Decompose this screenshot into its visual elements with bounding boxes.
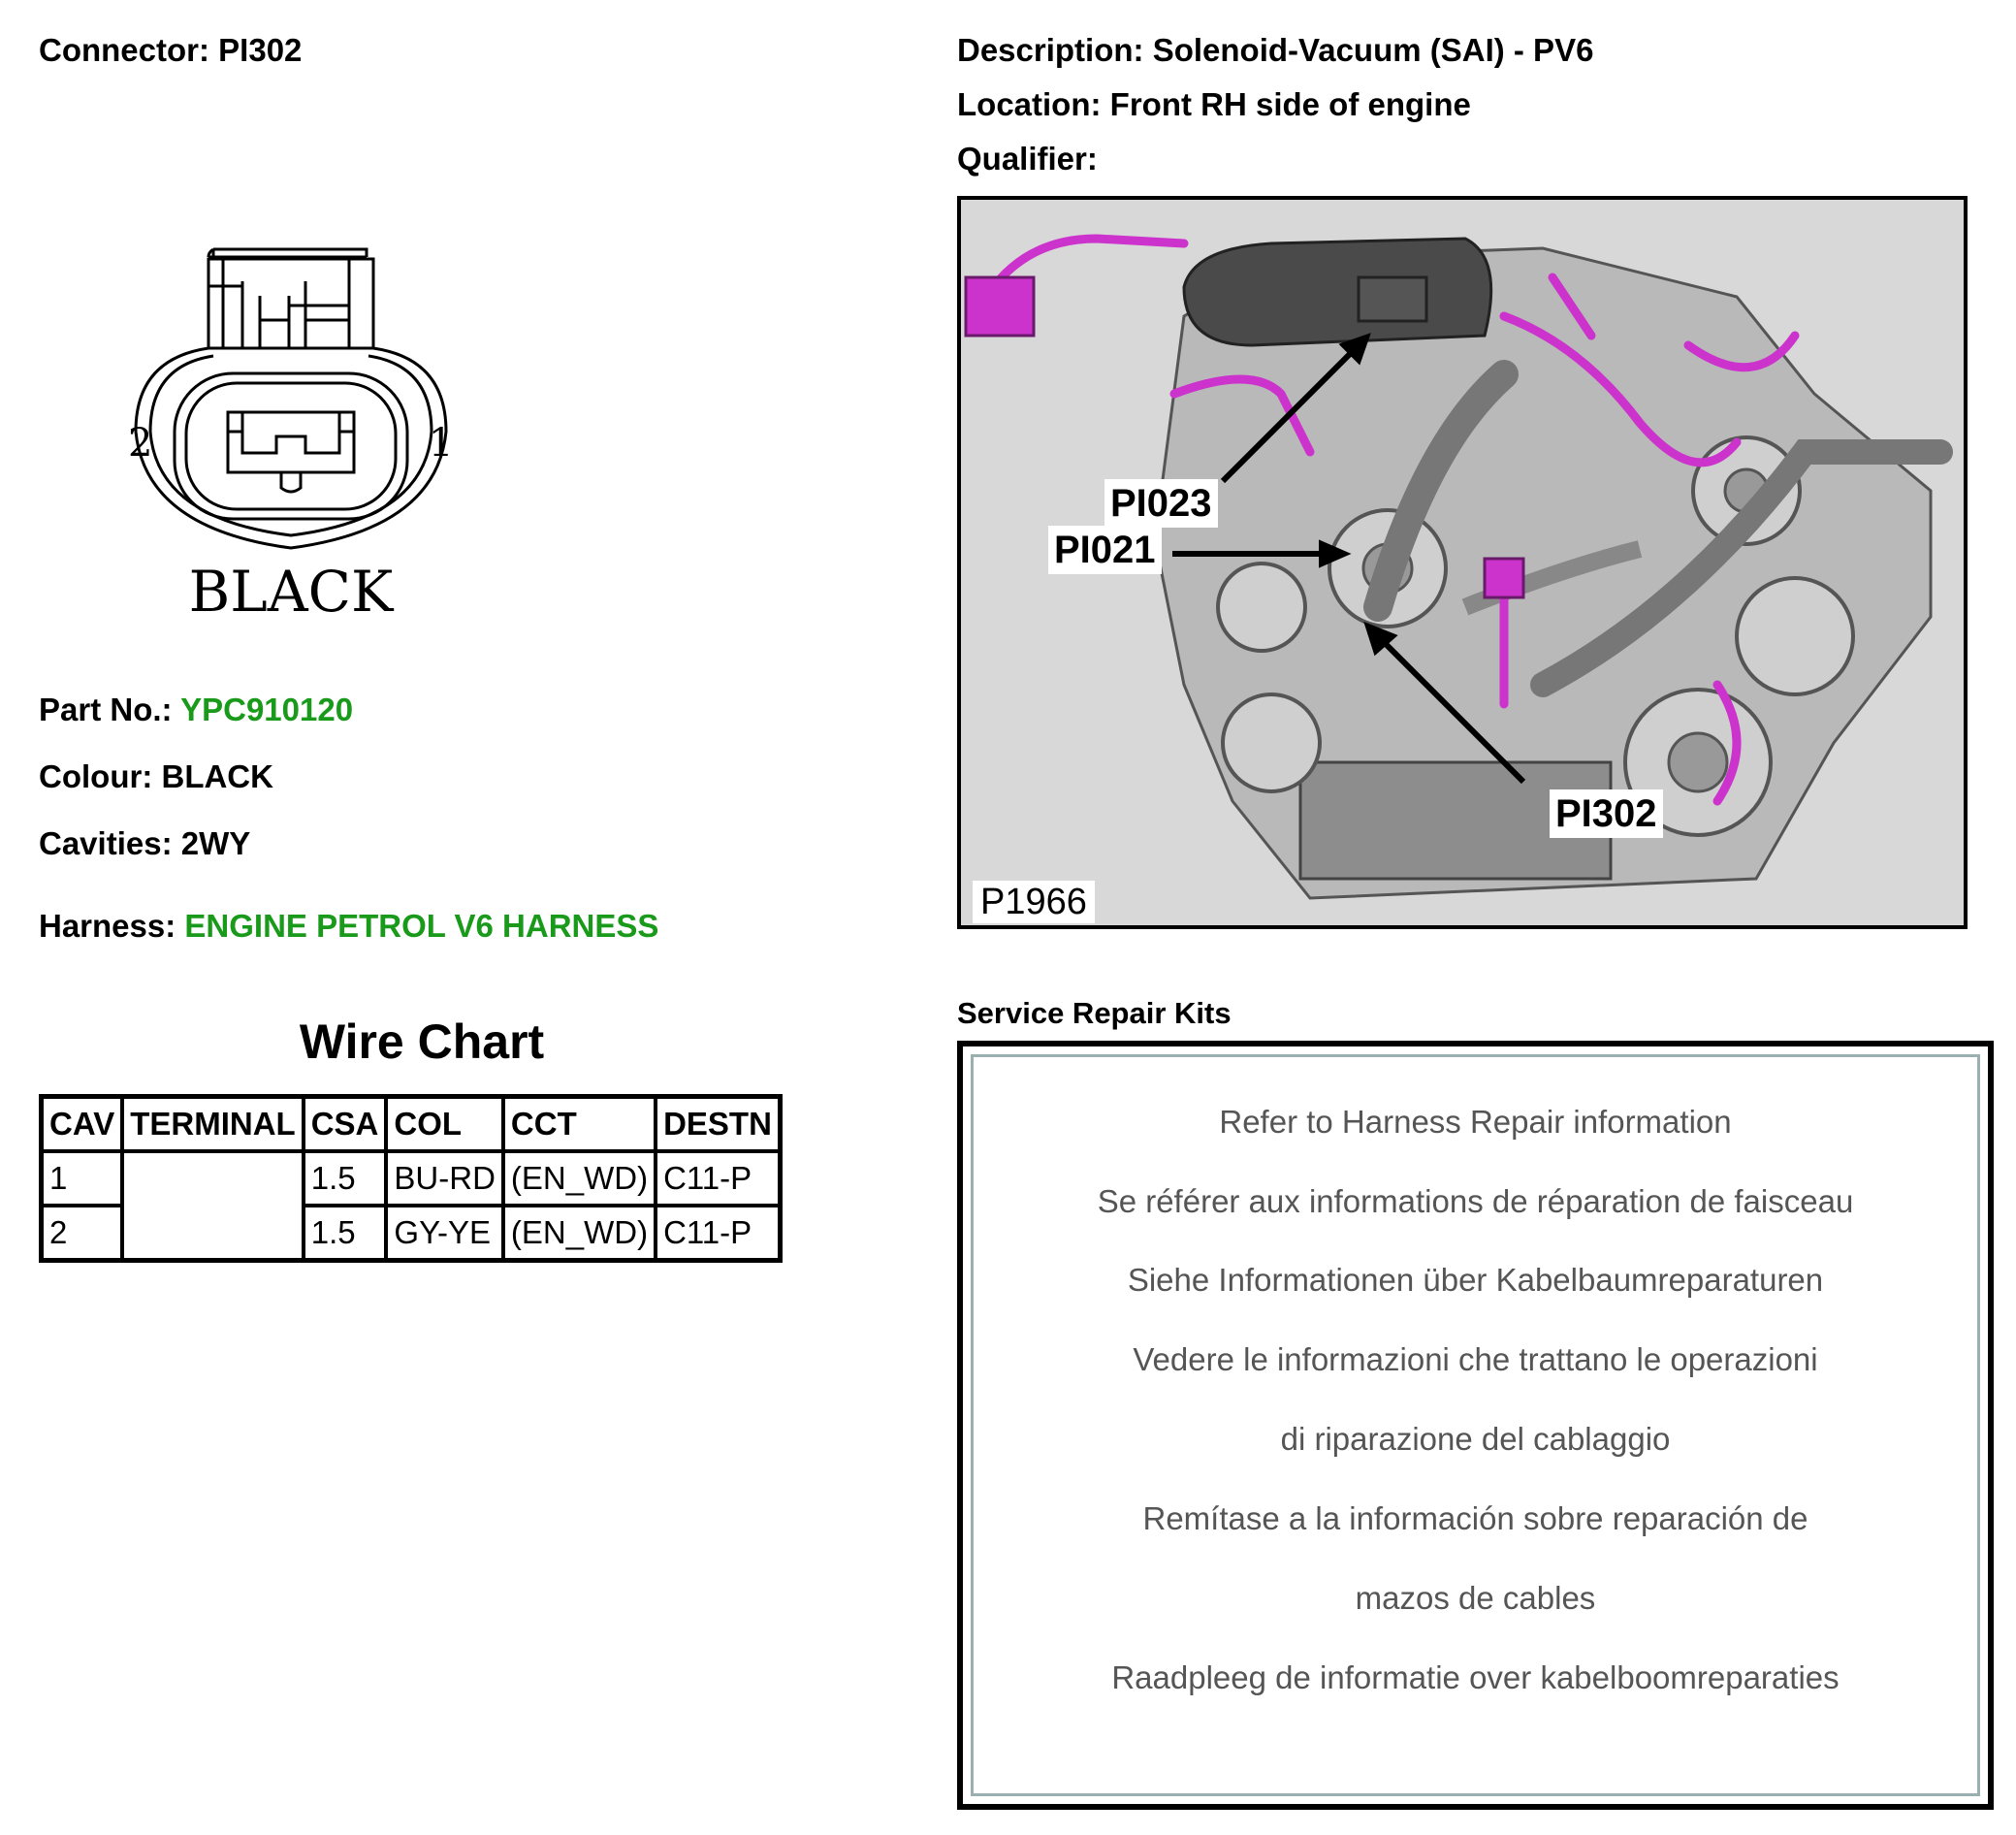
header-cct: CCT (503, 1097, 656, 1152)
cell-col: BU-RD (386, 1151, 503, 1206)
kit-info-line: Remítase a la información sobre reparación de (1142, 1500, 1808, 1536)
pin-1-label: 1 (429, 421, 454, 466)
header-destn: DESTN (656, 1097, 780, 1152)
colour-line (39, 758, 273, 795)
cell-csa: 1.5 (304, 1151, 387, 1206)
kit-info-line: di riparazione del cablaggio (1280, 1421, 1671, 1457)
description-line (957, 32, 1593, 69)
service-repair-kits-panel (957, 1041, 1994, 1810)
description-value: Solenoid-Vacuum (SAI) - PV6 (1152, 32, 1594, 68)
kit-info-line: Vedere le informazioni che trattano le operazioni (1133, 1341, 1818, 1377)
part-no-link[interactable]: YPC910120 (180, 692, 354, 727)
cell-cct: (EN_WD) (503, 1206, 656, 1261)
wire-chart-header-row (42, 1097, 781, 1152)
kit-info-line: Siehe Informationen über Kabelbaumreparaturen (1127, 1262, 1824, 1298)
kit-info-line: mazos de cables (1355, 1580, 1596, 1616)
engine-location-image (957, 196, 1968, 929)
connector-colour-label: BLACK (188, 559, 394, 625)
connector-value: PI302 (218, 32, 303, 68)
kit-info-line: Raadpleeg de informatie over kabelboomreparaties (1111, 1659, 1840, 1695)
service-repair-kits-inner (971, 1054, 1980, 1796)
cell-cav: 1 (42, 1151, 123, 1206)
qualifier-line (957, 141, 1098, 177)
harness-label: Harness: (39, 908, 176, 944)
callout-pi302: PI302 (1550, 789, 1663, 838)
part-no-line (39, 692, 353, 728)
cell-csa: 1.5 (304, 1206, 387, 1261)
table-row (42, 1151, 781, 1206)
colour-value: BLACK (161, 758, 273, 794)
connector-line (39, 32, 302, 69)
figure-id-label: P1966 (973, 881, 1095, 923)
cavities-label: Cavities: (39, 825, 173, 861)
header-csa: CSA (304, 1097, 387, 1152)
pin-2-label: 2 (128, 421, 153, 466)
cell-destn: C11-P (656, 1151, 780, 1206)
cell-cct: (EN_WD) (503, 1151, 656, 1206)
service-repair-kits-title: Service Repair Kits (957, 996, 1232, 1030)
cell-terminal (122, 1151, 303, 1261)
part-no-label: Part No.: (39, 692, 173, 727)
harness-link[interactable]: ENGINE PETROL V6 HARNESS (184, 908, 659, 944)
cavities-value: 2WY (180, 825, 251, 861)
location-value: Front RH side of engine (1109, 86, 1471, 122)
cell-cav: 2 (42, 1206, 123, 1261)
header-cav: CAV (42, 1097, 123, 1152)
harness-line (39, 908, 658, 945)
colour-label: Colour: (39, 758, 153, 794)
kit-info-line: Refer to Harness Repair information (1219, 1104, 1732, 1140)
cell-col: GY-YE (386, 1206, 503, 1261)
location-line (957, 86, 1471, 123)
location-label: Location: (957, 86, 1102, 122)
cell-destn: C11-P (656, 1206, 780, 1261)
callout-pi021: PI021 (1048, 526, 1162, 574)
header-terminal: TERMINAL (122, 1097, 303, 1152)
cavities-line (39, 825, 250, 862)
callout-pi023: PI023 (1104, 479, 1218, 528)
connector-face-diagram (116, 238, 465, 626)
header-col: COL (386, 1097, 503, 1152)
description-label: Description: (957, 32, 1144, 68)
qualifier-label: Qualifier: (957, 141, 1098, 177)
kit-info-line: Se référer aux informations de réparation de faisceau (1097, 1183, 1854, 1219)
wire-chart-table (39, 1094, 783, 1263)
connector-label: Connector: (39, 32, 209, 68)
wire-chart-title: Wire Chart (299, 1014, 545, 1069)
